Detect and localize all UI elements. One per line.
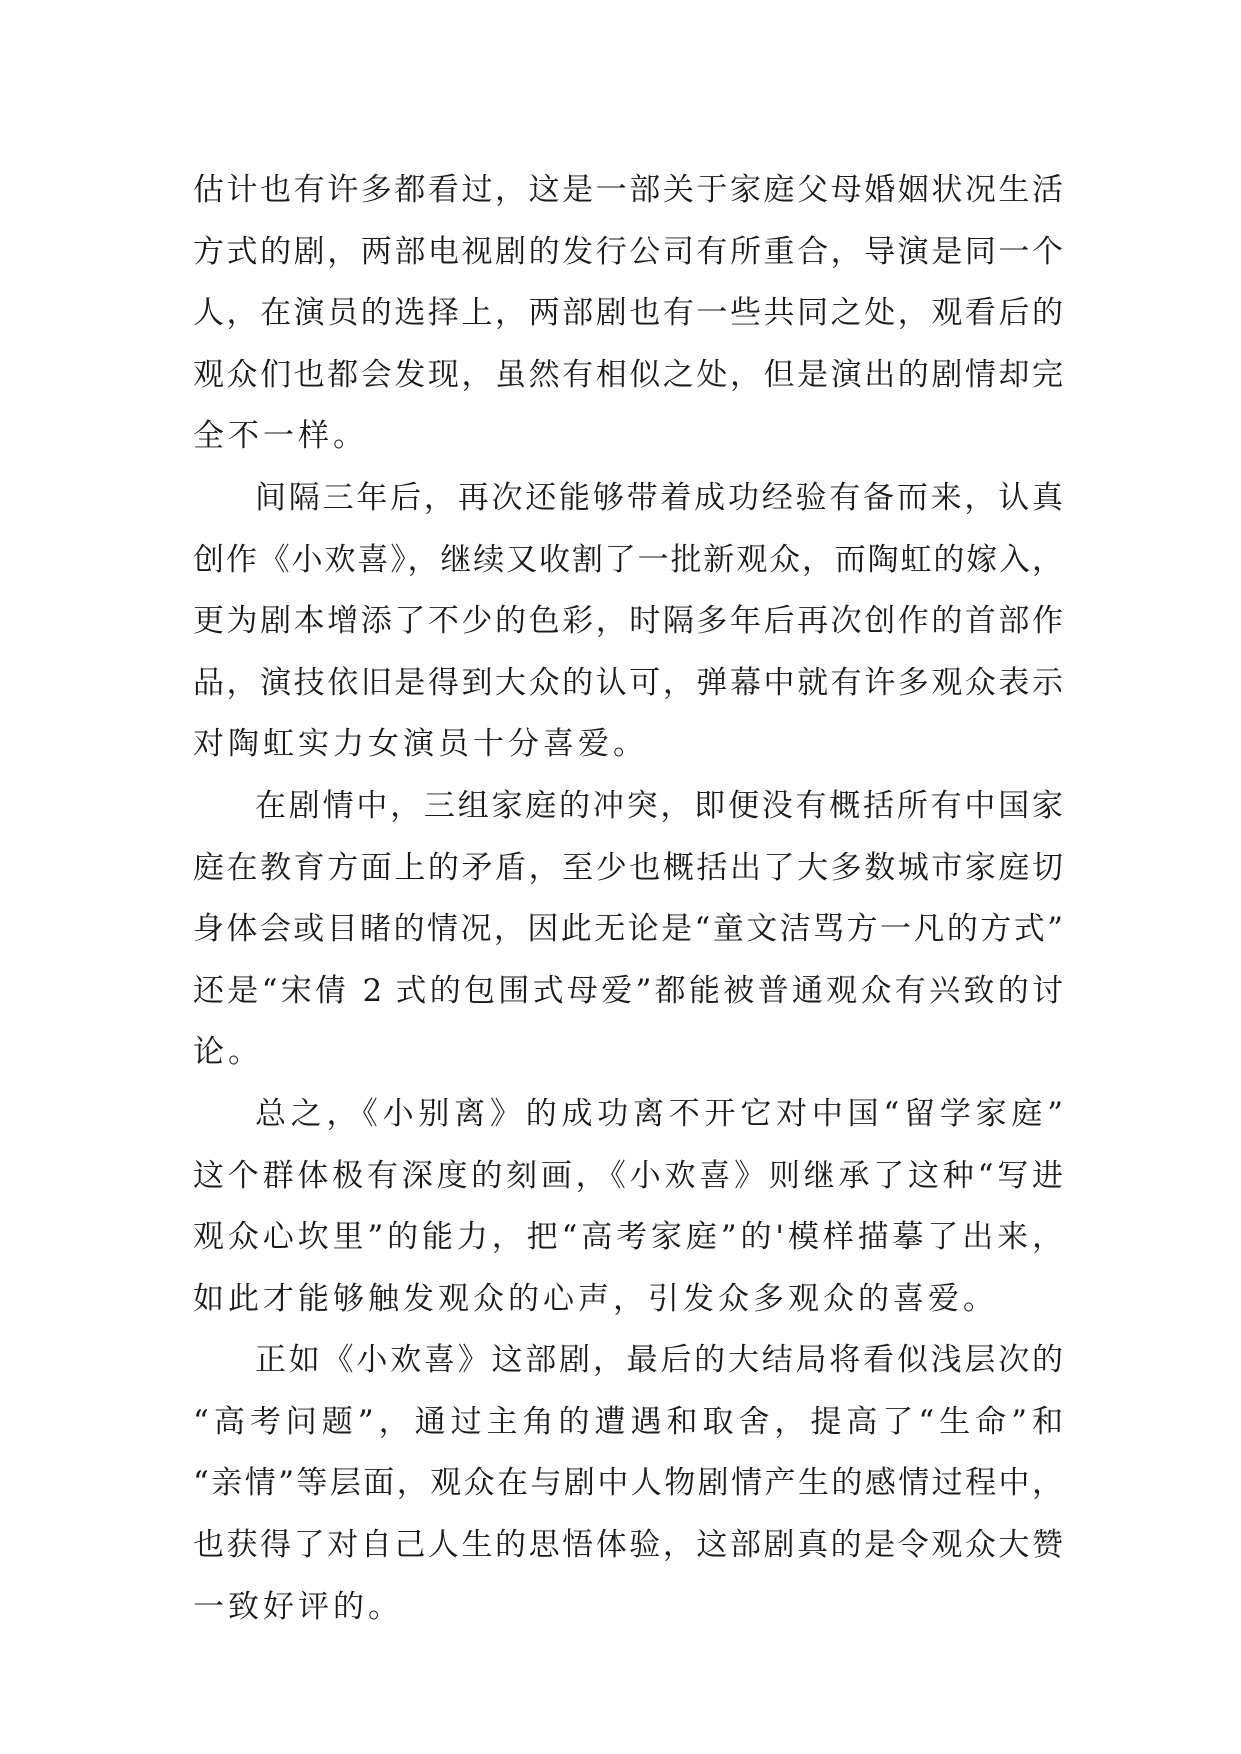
paragraph-5 (193, 1330, 1063, 1638)
text-line: 在剧情中，三组家庭的冲突，即便没有概括所有中国家 (255, 787, 1063, 824)
paragraph-2 (193, 468, 1063, 776)
text-line: “亲情”等层面，观众在与剧中人物剧情产生的感情过程中， (193, 1465, 1063, 1502)
text-line: 这个群体极有深度的刻画，《小欢喜》则继承了这种“写进 (193, 1157, 1063, 1194)
text-line: 对陶虹实力女演员十分喜爱。 (193, 726, 648, 763)
paragraph-4 (193, 1084, 1063, 1330)
text-line: 也获得了对自己人生的思悟体验，这部剧真的是令观众大赞 (193, 1527, 1063, 1564)
text-line: 全不一样。 (193, 418, 368, 455)
text-line: 方式的剧，两部电视剧的发行公司有所重合，导演是同一个 (193, 233, 1063, 270)
document-body (193, 160, 1063, 1638)
text-line: 一致好评的。 (193, 1588, 403, 1625)
paragraph-3 (193, 776, 1063, 1084)
text-line: 庭在教育方面上的矛盾，至少也概括出了大多数城市家庭切 (193, 849, 1063, 886)
text-line: 总之，《小别离》的成功离不开它对中国“留学家庭” (255, 1095, 1063, 1132)
text-line: 间隔三年后，再次还能够带着成功经验有备而来，认真 (255, 479, 1063, 516)
text-line: 观众心坎里”的能力，把“高考家庭”的'模样描摹了出来， (193, 1219, 1063, 1256)
text-line: 人，在演员的选择上，两部剧也有一些共同之处，观看后的 (193, 295, 1063, 332)
text-line: “高考问题”，通过主角的遭遇和取舍，提高了“生命”和 (193, 1403, 1063, 1440)
text-line: 如此才能够触发观众的心声，引发众多观众的喜爱。 (193, 1280, 998, 1317)
text-line: 观众们也都会发现，虽然有相似之处，但是演出的剧情却完 (193, 356, 1063, 393)
paragraph-1 (193, 160, 1063, 468)
text-line: 身体会或目睹的情况，因此无论是“童文洁骂方一凡的方式” (193, 911, 1063, 948)
text-line: 估计也有许多都看过，这是一部关于家庭父母婚姻状况生活 (193, 172, 1063, 208)
text-line: 正如《小欢喜》这部剧，最后的大结局将看似浅层次的 (255, 1342, 1063, 1379)
text-line: 创作《小欢喜》，继续又收割了一批新观众，而陶虹的嫁入， (193, 541, 1063, 578)
text-line: 更为剧本增添了不少的色彩，时隔多年后再次创作的首部作 (193, 603, 1063, 640)
text-line: 还是“宋倩 2 式的包围式母爱”都能被普通观众有兴致的讨 (193, 972, 1063, 1009)
text-line: 论。 (193, 1034, 263, 1071)
text-line: 品，演技依旧是得到大众的认可，弹幕中就有许多观众表示 (193, 664, 1063, 701)
